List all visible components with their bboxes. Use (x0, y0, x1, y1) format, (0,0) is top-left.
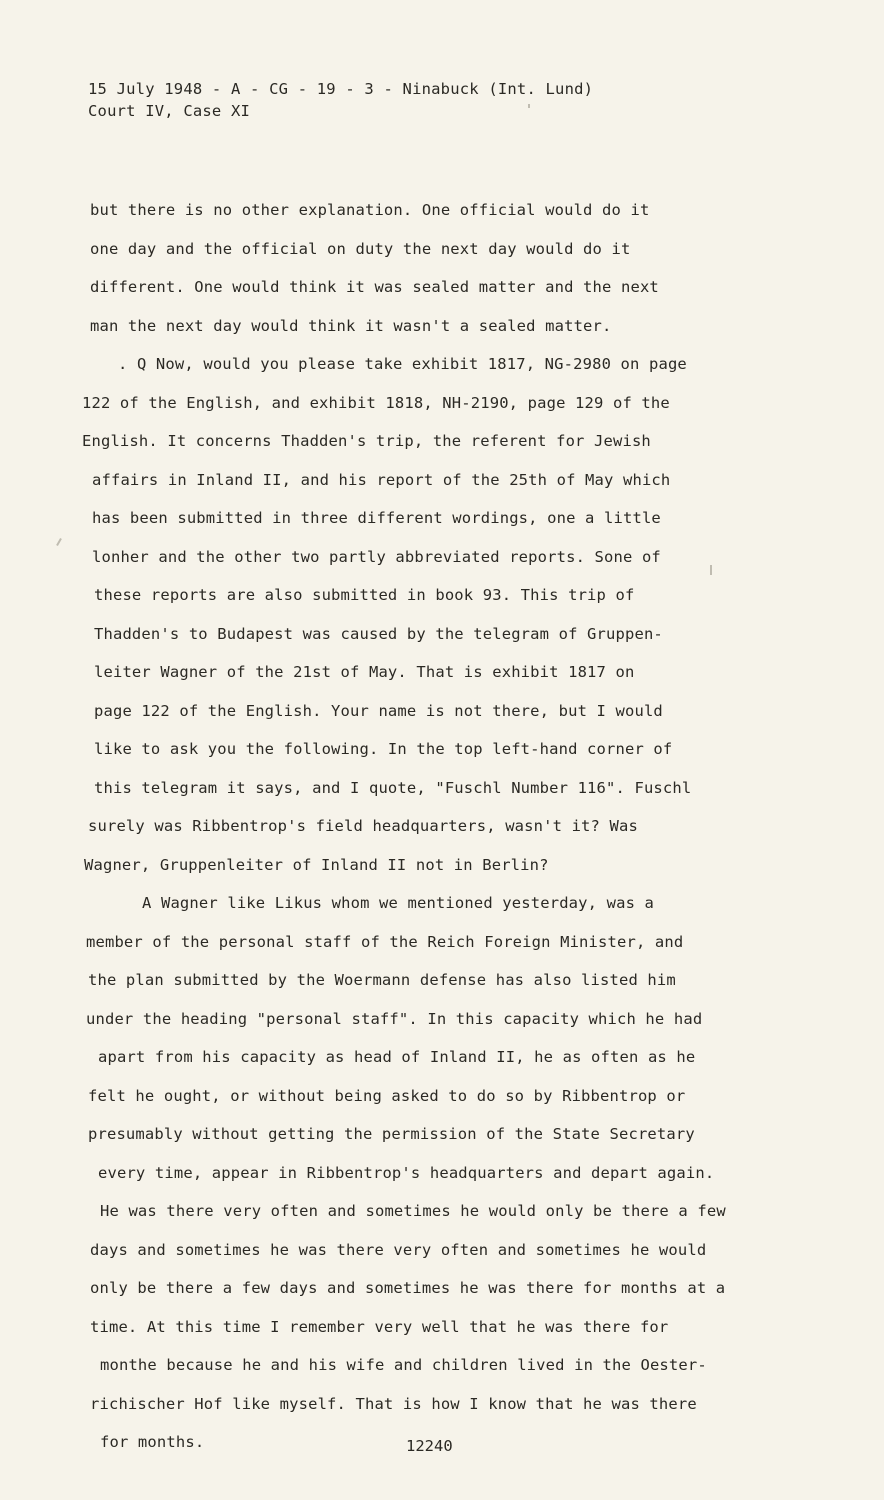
transcript-line: member of the personal staff of the Reich Foreign Minister, and (86, 932, 684, 951)
header-line-date-reference: 15 July 1948 - A - CG - 19 - 3 - Ninabuck (Int. Lund) (88, 80, 594, 98)
stray-ink-mark (56, 538, 62, 546)
transcript-line: time. At this time I remember very well that he was there for (90, 1317, 669, 1336)
transcript-line: this telegram it says, and I quote, "Fuschl Number 116". Fuschl (94, 778, 692, 797)
transcript-line: every time, appear in Ribbentrop's headquarters and depart again. (98, 1163, 715, 1182)
transcript-line: felt he ought, or without being asked to do so by Ribbentrop or (88, 1086, 686, 1105)
transcript-line: presumably without getting the permission of the State Secretary (88, 1125, 695, 1143)
transcript-line: apart from his capacity as head of Inland II, he as often as he (98, 1048, 696, 1066)
transcript-line: has been submitted in three different wordings, one a little (92, 509, 661, 527)
transcript-line: He was there very often and sometimes he would only be there a few (100, 1202, 726, 1220)
transcript-line: leiter Wagner of the 21st of May. That is exhibit 1817 on (94, 663, 635, 681)
transcript-line: but there is no other explanation. One official would do it (90, 201, 650, 219)
transcript-line: . Q Now, would you please take exhibit 1817, NG-2980 on page (118, 355, 687, 373)
stray-ink-mark (528, 104, 530, 108)
transcript-line: affairs in Inland II, and his report of the 25th of May which (92, 470, 671, 489)
transcript-line: page 122 of the English. Your name is not there, but I would (94, 701, 663, 720)
transcript-line: the plan submitted by the Woermann defense has also listed him (88, 971, 676, 989)
transcript-line: Wagner, Gruppenleiter of Inland II not in Berlin? (84, 855, 549, 874)
transcript-line: monthe because he and his wife and children lived in the Oester- (100, 1356, 707, 1374)
page-number: 12240 (406, 1437, 453, 1455)
transcript-line: man the next day would think it wasn't a sealed matter. (90, 316, 612, 335)
transcript-line: lonher and the other two partly abbreviated reports. Sone of (92, 547, 661, 566)
transcript-line: surely was Ribbentrop's field headquarters, wasn't it? Was (88, 817, 638, 835)
transcript-line: one day and the official on duty the next day would do it (90, 239, 631, 258)
transcript-line: for months. (100, 1433, 205, 1451)
transcript-line: under the heading "personal staff". In this capacity which he had (86, 1009, 703, 1028)
transcript-line: like to ask you the following. In the top left-hand corner of (94, 740, 673, 758)
transcript-body (82, 191, 762, 1462)
transcript-line: days and sometimes he was there very often and sometimes he would (90, 1240, 707, 1259)
transcript-line: 122 of the English, and exhibit 1818, NH-2190, page 129 of the (82, 393, 670, 412)
transcript-line: only be there a few days and sometimes he was there for months at a (90, 1279, 726, 1297)
stray-ink-mark (710, 565, 712, 575)
transcript-line: Thadden's to Budapest was caused by the telegram of Gruppen- (94, 624, 663, 643)
document-header (88, 78, 593, 122)
transcript-line: English. It concerns Thadden's trip, the referent for Jewish (82, 432, 651, 450)
header-line-court-case: Court IV, Case XI (88, 102, 251, 120)
transcript-line: richischer Hof like myself. That is how I know that he was there (90, 1394, 697, 1413)
transcript-line: A Wagner like Likus whom we mentioned yesterday, was a (142, 894, 655, 912)
transcript-line: these reports are also submitted in book 93. This trip of (94, 586, 635, 604)
transcript-line: different. One would think it was sealed matter and the next (90, 278, 659, 296)
